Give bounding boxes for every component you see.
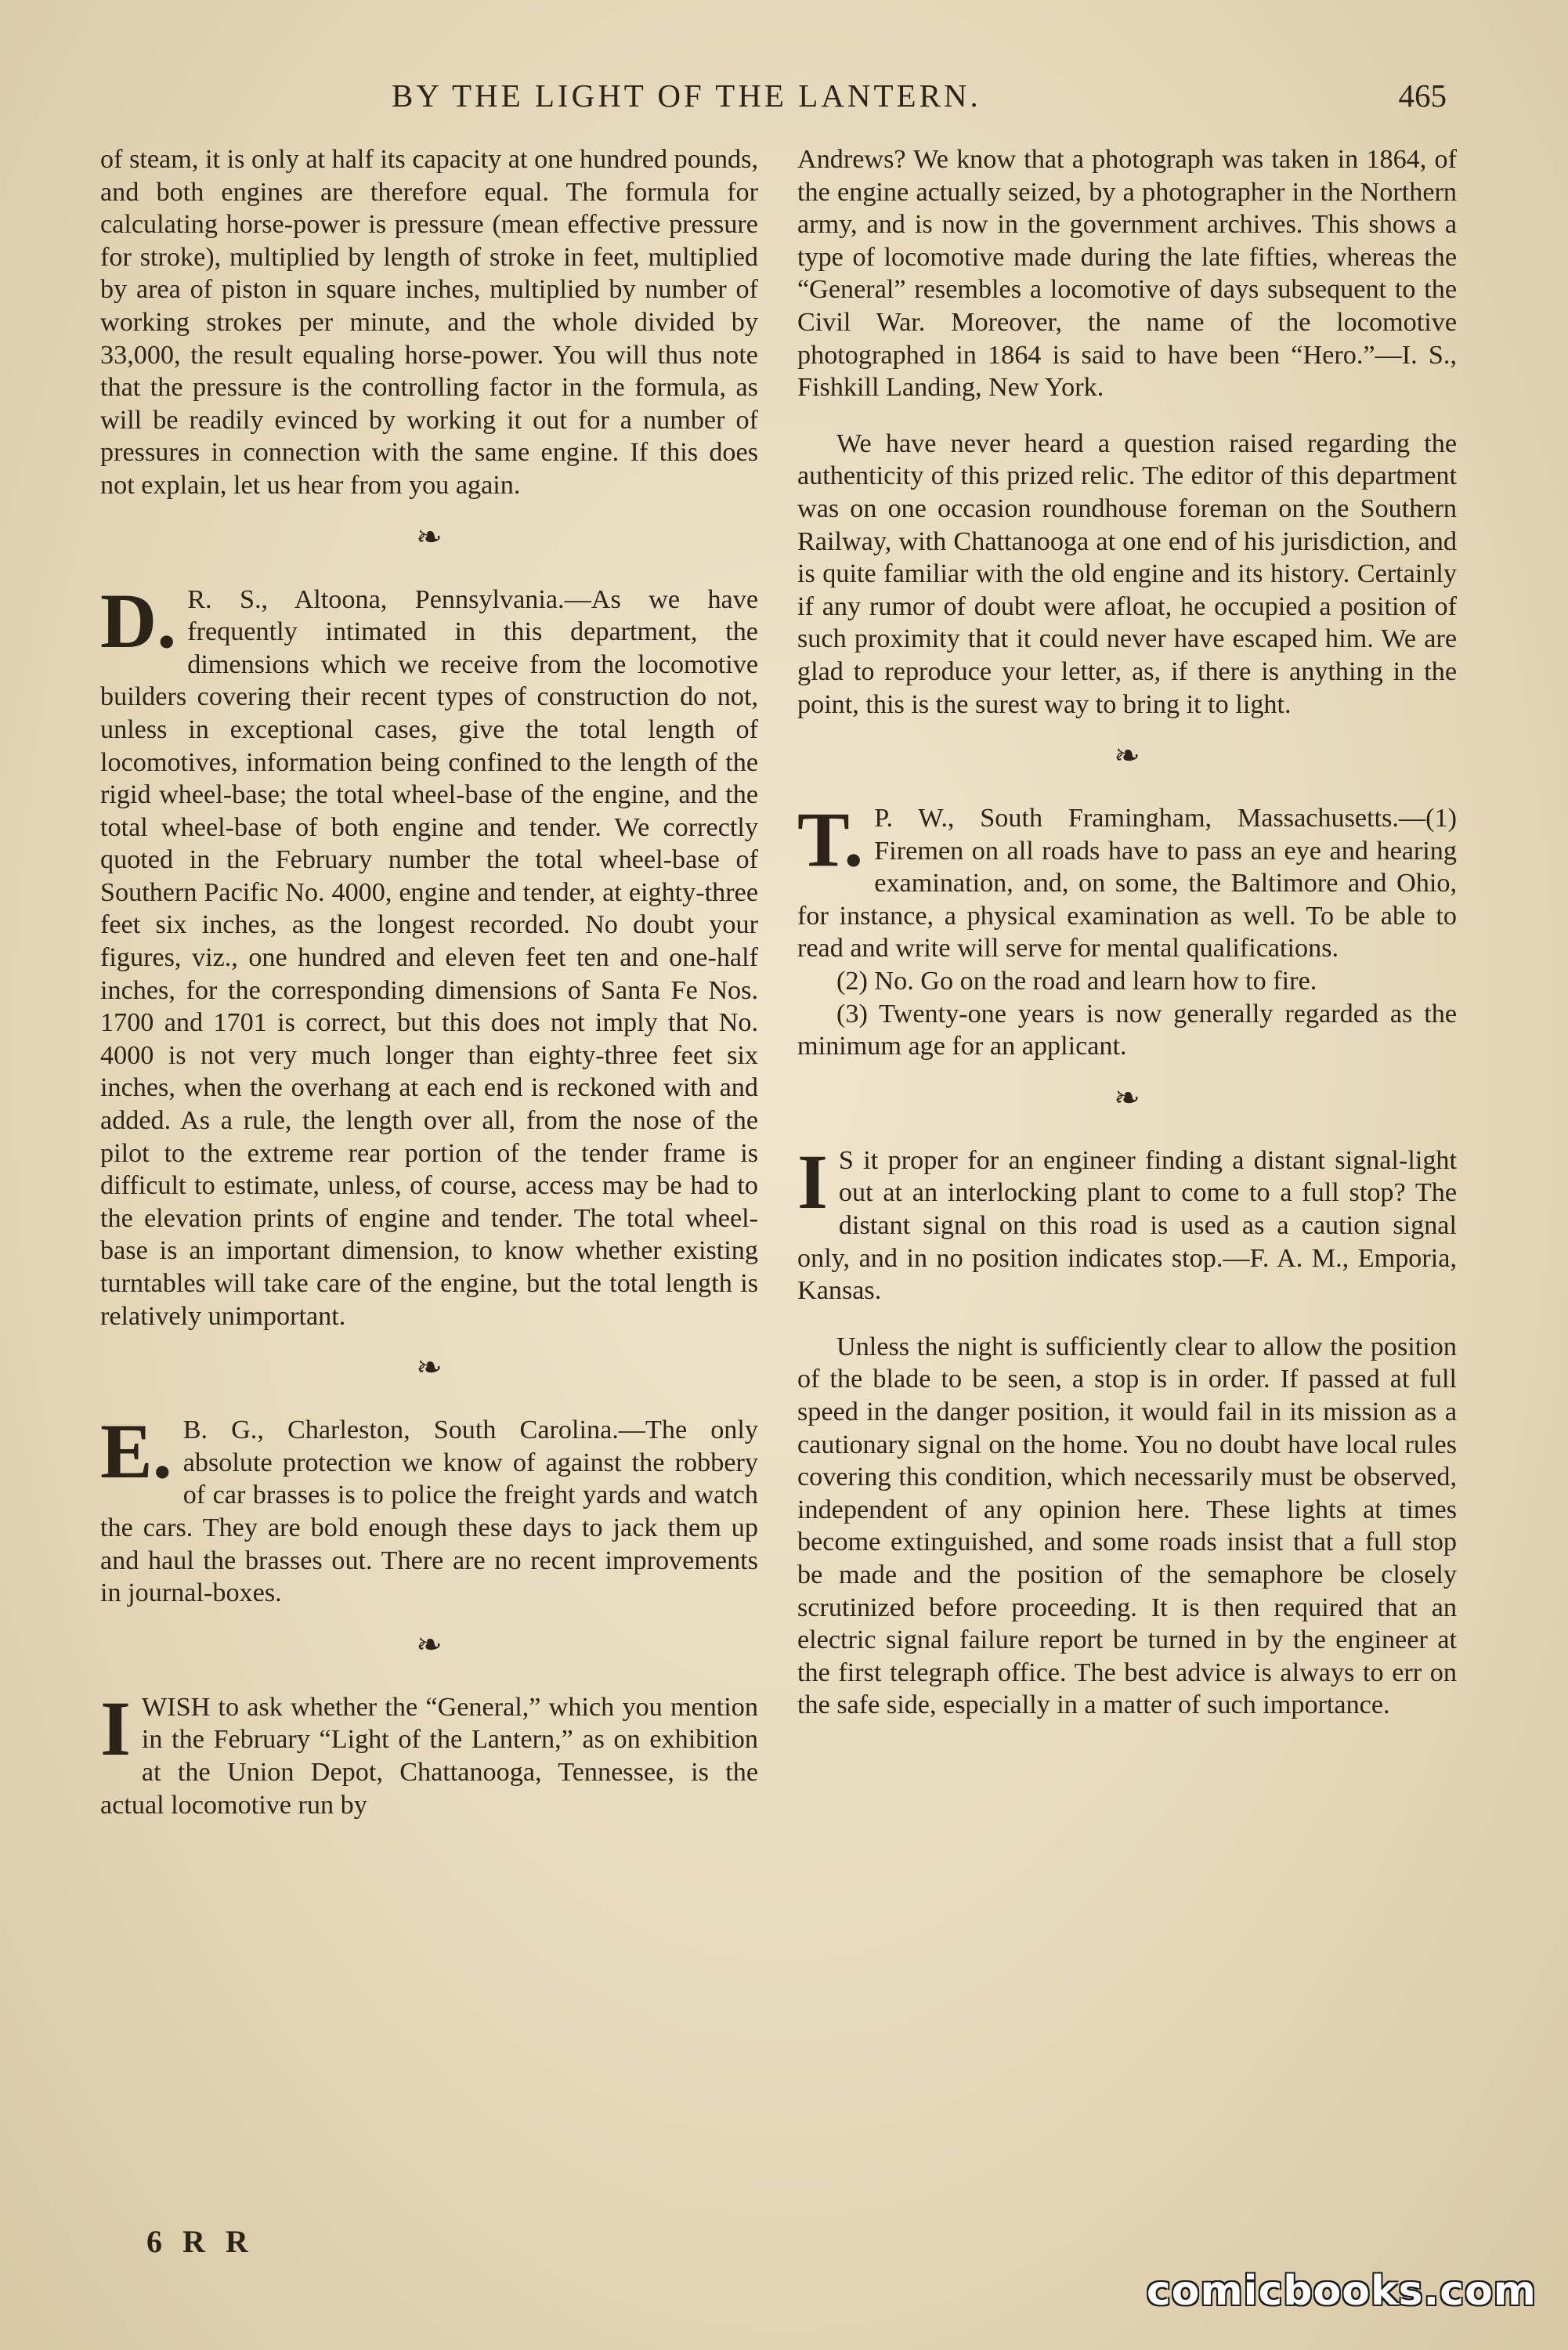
drop-cap: E. [100, 1408, 172, 1495]
fleuron-ornament: ❧ [1114, 738, 1140, 774]
question-charleston [100, 1408, 758, 1610]
paragraph-authenticity: We have never heard a question raised regarding the authenticity of this prized relic. The editor of this department was on one occasion roundhouse foreman on the Southern Railway, with Chattanooga at one end of his jurisdiction, and is quite familiar with the old engine and its history. Certainly if any rumor of doubt were afloat, he occupied a position of such proximity that it could never have escaped him. We are glad to reproduce your letter, as, if there is anything in the point, this is the surest way to bring it to light. [797, 428, 1457, 719]
drop-cap: I [100, 1684, 131, 1772]
question-altoona-text: R. S., Altoona, Pennsylvania.—As we have frequently intimated in this department, the dimensions which we receive from the locomotive builders covering their recent types of construction do not, unless in exceptional cases, give the total length of locomotives, information being confined to the length of the rigid wheel-base; the total wheel-base of the engine, and the total wheel-base of both engine and tender. We correctly quoted in the February number the total wheel-base of Southern Pacific No. 4000, engine and tender, at eighty-three feet six inches, as the longest recorded. No doubt your figures, viz., one hundred and eleven feet ten and one-half inches, for the corresponding dimensions of Santa Fe Nos. 1700 and 1701 is correct, but this does not imply that No. 4000 is not very much longer than eighty-three feet six inches, when the overhang at each end is reckoned with and added. As a rule, the length over all, from the nose of the pilot to the extreme rear portion of the tender frame is difficult to estimate, unless, of course, access may be had to the elevation prints of engine and tender. The total wheel-base is an important dimension, to know whether existing turntables will take care of the engine, but the total length is relatively unimportant. [100, 584, 758, 1331]
fleuron-ornament: ❧ [1114, 1079, 1140, 1115]
signature-mark: 6 R R [146, 2224, 255, 2259]
paragraph-steam-formula: of steam, it is only at half its capacity at one hundred pounds, and both engines are therefore equal. The formula for calculating horse-power is pressure (mean effective pressure for stroke), multiplied by length of stroke in feet, multiplied by area of piston in square inches, multiplied by number of working strokes per minute, and the whole divided by 33,000, the result equaling horse-power. You will thus note that the pressure is the controlling factor in the formula, as will be readily evinced by working it out for a number of pressures in connection with the same engine. If this does not explain, let us hear from you again. [100, 145, 758, 500]
drop-cap: I [797, 1137, 828, 1225]
question-framingham-text: P. W., South Framingham, Massachusetts.—(1) Firemen on all roads have to pass an eye and hearing examination, and, on some, the Baltimore and Ohio, for instance, a physical examination as well. To be able to read and write will serve for mental qualifications. [797, 804, 1457, 964]
drop-cap: D. [100, 577, 177, 664]
page-number: 465 [1398, 78, 1447, 114]
paragraph-signal-answer: Unless the night is sufficiently clear to allow the position of the blade to be seen, a stop is in order. If passed at full speed in the danger position, it would fail in its mission as a cautionary signal on the home. You no doubt have local rules covering this condition, which necessarily must be observed, independent of any opinion here. These lights at times become extinguished, and some roads insist that a full stop be made and the position of the semaphore be closely scrutinized before proceeding. It is then required that an electric signal failure report be turned in by the engineer at the first telegraph office. The best advice is always to err on the safe side, especially in a matter of such importance. [797, 1332, 1457, 1720]
answer-2: (2) No. Go on the road and learn how to fire. [836, 967, 1317, 996]
drop-cap: T. [797, 796, 864, 884]
question-framingham [797, 796, 1457, 965]
left-column [100, 143, 758, 1821]
question-altoona [100, 577, 758, 1333]
question-general-text: WISH to ask whether the “General,” which you mention in the February “Light of the Lantern,” as on exhibition at the Union Depot, Chattanooga, Tennessee, is the actual locomotive run by [100, 1692, 758, 1820]
answer-3: (3) Twenty-one years is now generally regarded as the minimum age for an applicant. [797, 999, 1457, 1061]
question-general-locomotive [100, 1684, 758, 1821]
running-title: BY THE LIGHT OF THE LANTERN. [392, 78, 981, 114]
paragraph-andrews: Andrews? We know that a photograph was taken in 1864, of the engine actually seized, by a photographer in the Northern army, and is now in the government archives. This shows a type of locomotive made during the late fifties, whereas the “General” resembles a locomotive of days subsequent to the Civil War. Moreover, the name of the locomotive photographed in 1864 is said to have been “Hero.”—I. S., Fishkill Landing, New York. [797, 145, 1457, 403]
question-signal-text: S it proper for an engineer finding a distant signal-light out at an interlocking plant to come to a full stop? The distant signal on this road is used as a caution signal only, and in no position indicates stop.—F. A. M., Emporia, Kansas. [797, 1145, 1457, 1306]
fleuron-ornament: ❧ [416, 1350, 443, 1386]
page-header [0, 72, 1568, 119]
fleuron-ornament: ❧ [416, 519, 443, 555]
question-distant-signal [797, 1137, 1457, 1307]
fleuron-ornament: ❧ [416, 1626, 443, 1662]
question-charleston-text: B. G., Charleston, South Carolina.—The only absolute protection we know of against the robbery of car brasses is to police the freight yards and watch the cars. They are bold enough these days to jack them up and haul the brasses out. There are no recent improvements in journal-boxes. [100, 1415, 758, 1608]
right-column [797, 143, 1457, 1722]
watermark-text: comicbooks.com [1146, 2268, 1537, 2315]
